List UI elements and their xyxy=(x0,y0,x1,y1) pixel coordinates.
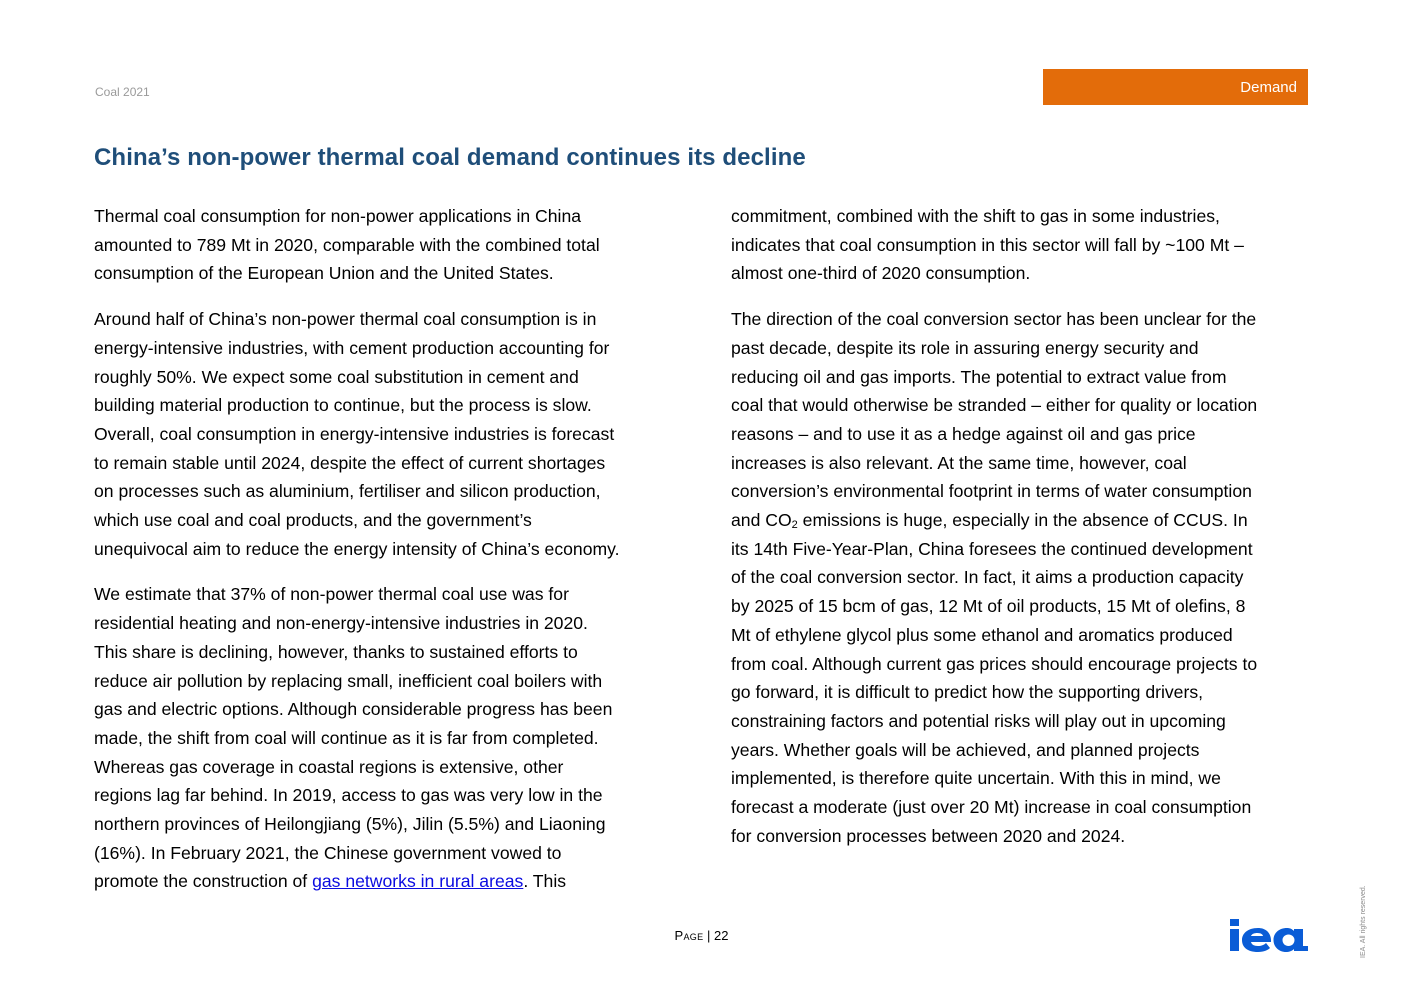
paragraph-line: reducing oil and gas imports. The potential to extract value from xyxy=(731,366,1227,387)
paragraph-line: energy-intensive industries, with cement production accounting for xyxy=(94,337,610,358)
paragraph-line: Thermal coal consumption for non-power applications in China xyxy=(94,206,582,226)
paragraph-line: consumption of the European Union and the United States. xyxy=(94,263,554,284)
paragraph-line: unequivocal aim to reduce the energy intensity of China’s economy. xyxy=(94,538,620,559)
paragraph-line: its 14th Five-Year-Plan, China foresees the continued development xyxy=(731,538,1253,559)
paragraph-line: residential heating and non-energy-intensive industries in 2020. xyxy=(94,613,588,634)
paragraph-line: We estimate that 37% of non-power thermal coal use was for xyxy=(94,584,569,605)
text-run: emissions is huge, especially in the absence of CCUS. In xyxy=(797,510,1248,531)
paragraph-line: regions lag far behind. In 2019, access to gas was very low in the xyxy=(94,785,603,806)
paragraph-line: Around half of China’s non-power thermal coal consumption is in xyxy=(94,309,597,330)
rights-notice: IEA. All rights reserved. xyxy=(1360,885,1367,958)
paragraph xyxy=(94,580,684,896)
paragraph-line: Overall, coal consumption in energy-intensive industries is forecast xyxy=(94,423,615,444)
text-run: and CO xyxy=(731,510,792,531)
paragraph-line: constraining factors and potential risks will play out in upcoming xyxy=(731,710,1226,731)
paragraph-line: northern provinces of Heilongjiang (5%), Jilin (5.5%) and Liaoning xyxy=(94,814,606,835)
paragraph-line xyxy=(94,867,684,896)
paragraph-line: Whereas gas coverage in coastal regions is extensive, other xyxy=(94,756,564,777)
page-number xyxy=(0,928,1403,943)
right-column xyxy=(731,202,1321,867)
subscript: 2 xyxy=(791,519,798,532)
paragraph-line: past decade, despite its role in assuring energy security and xyxy=(731,337,1199,358)
left-column xyxy=(94,202,684,913)
paragraph-line: This share is declining, however, thanks to sustained efforts to xyxy=(94,641,578,662)
paragraph-line: amounted to 789 Mt in 2020, comparable with the combined total xyxy=(94,234,600,255)
paragraph-line: to remain stable until 2024, despite the effect of current shortages xyxy=(94,452,606,473)
paragraph-line xyxy=(731,506,1321,535)
paragraph-line: roughly 50%. We expect some coal substitution in cement and xyxy=(94,366,579,387)
paragraph-line: forecast a moderate (just over 20 Mt) increase in coal consumption xyxy=(731,797,1252,818)
gas-networks-link[interactable]: gas networks in rural areas xyxy=(312,871,524,892)
page-number-value: 22 xyxy=(714,928,729,943)
section-tab-label: Demand xyxy=(1240,78,1297,96)
paragraph-line: conversion’s environmental footprint in terms of water consumption xyxy=(731,481,1252,502)
text-run: . This xyxy=(523,871,567,892)
paragraph-line: coal that would otherwise be stranded – either for quality or location xyxy=(731,395,1258,416)
paragraph-line: on processes such as aluminium, fertiliser and silicon production, xyxy=(94,481,601,502)
report-name: Coal 2021 xyxy=(95,85,150,99)
paragraph-line: (16%). In February 2021, the Chinese government vowed to xyxy=(94,842,562,863)
paragraph xyxy=(94,202,684,288)
paragraph xyxy=(94,305,684,563)
paragraph-line: increases is also relevant. At the same time, however, coal xyxy=(731,452,1187,473)
paragraph-line: building material production to continue, but the process is slow. xyxy=(94,395,592,416)
paragraph-line: indicates that coal consumption in this sector will fall by ~100 Mt – xyxy=(731,234,1244,255)
iea-logo-icon xyxy=(1229,917,1309,953)
paragraph xyxy=(731,305,1321,850)
paragraph-line: go forward, it is difficult to predict how the supporting drivers, xyxy=(731,682,1203,703)
paragraph xyxy=(731,202,1321,288)
page-title: China’s non-power thermal coal demand continues its decline xyxy=(94,144,806,171)
paragraph-line: from coal. Although current gas prices should encourage projects to xyxy=(731,653,1258,674)
page-label: Page xyxy=(674,928,704,943)
section-tab-demand xyxy=(1043,69,1308,105)
paragraph-line: by 2025 of 15 bcm of gas, 12 Mt of oil products, 15 Mt of olefins, 8 xyxy=(731,596,1246,617)
iea-logo-glyphs xyxy=(1230,919,1308,952)
paragraph-line: for conversion processes between 2020 and 2024. xyxy=(731,825,1126,846)
paragraph-line: made, the shift from coal will continue as it is far from completed. xyxy=(94,727,599,748)
page-separator: | xyxy=(703,928,715,943)
paragraph-line: almost one-third of 2020 consumption. xyxy=(731,263,1031,284)
paragraph-line: commitment, combined with the shift to gas in some industries, xyxy=(731,206,1220,226)
paragraph-line: gas and electric options. Although considerable progress has been xyxy=(94,699,613,720)
paragraph-line: reasons – and to use it as a hedge against oil and gas price xyxy=(731,423,1196,444)
text-run: promote the construction of xyxy=(94,871,313,892)
paragraph-line: implemented, is therefore quite uncertain. With this in mind, we xyxy=(731,768,1221,789)
paragraph-line: years. Whether goals will be achieved, and planned projects xyxy=(731,739,1200,760)
paragraph-line: The direction of the coal conversion sector has been unclear for the xyxy=(731,309,1257,330)
paragraph-line: of the coal conversion sector. In fact, it aims a production capacity xyxy=(731,567,1244,588)
paragraph-line: Mt of ethylene glycol plus some ethanol and aromatics produced xyxy=(731,624,1233,645)
paragraph-line: reduce air pollution by replacing small, inefficient coal boilers with xyxy=(94,670,603,691)
paragraph-line: which use coal and coal products, and the government’s xyxy=(94,510,532,531)
